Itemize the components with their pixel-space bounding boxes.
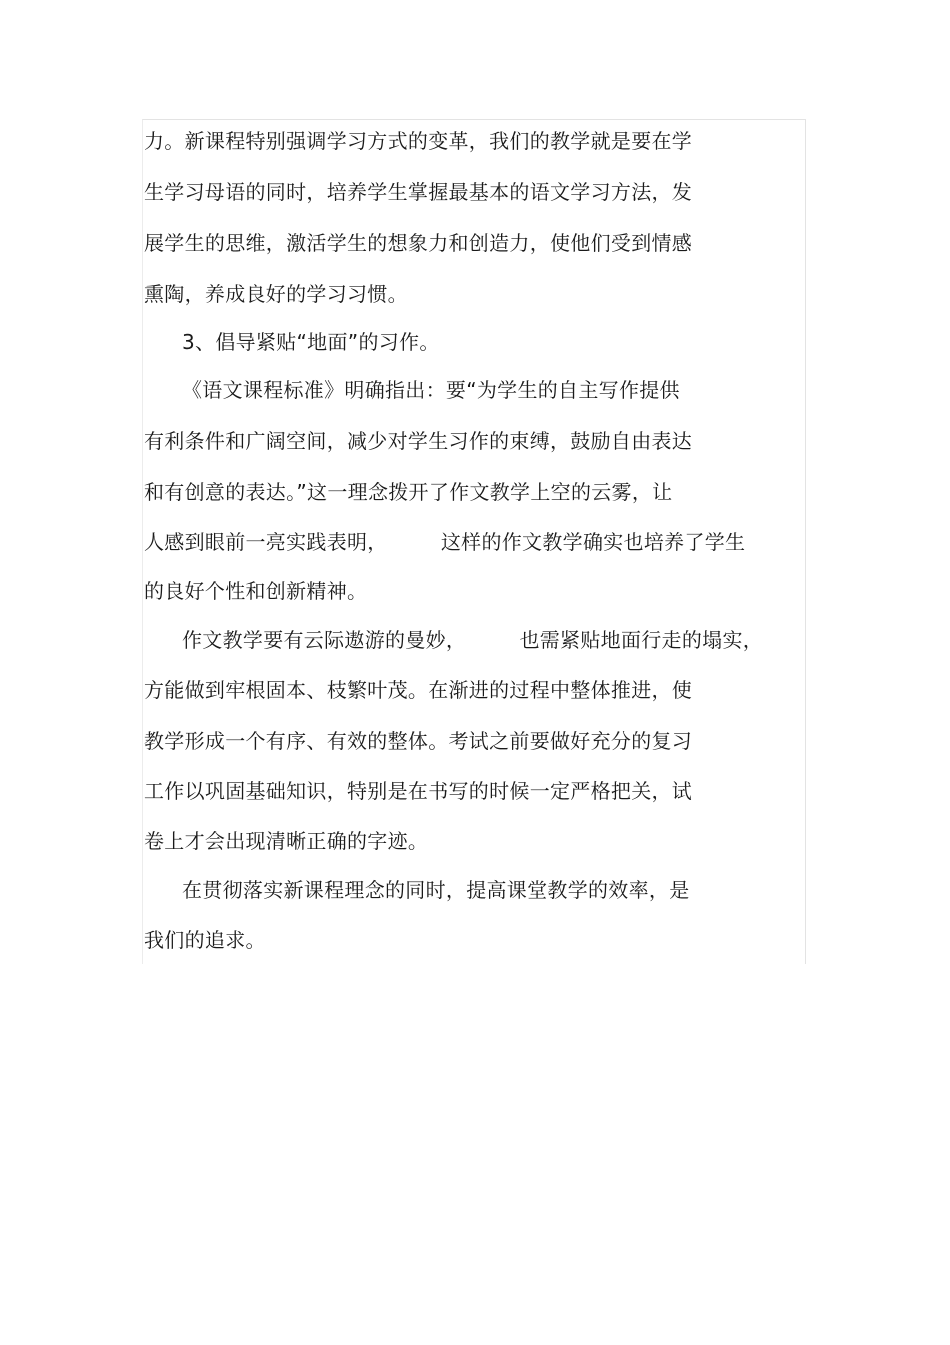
text-line: 人感到眼前一亮实践表明， 这样的作文教学确实也培养了学生 [144, 530, 746, 554]
text-line: 我们的追求。 [144, 928, 266, 952]
text-line: 《语文课程标准》明确指出：要“为学生的自主写作提供 [182, 378, 680, 402]
text-line: 工作以巩固基础知识，特别是在书写的时候一定严格把关，试 [144, 779, 693, 803]
text-line: 作文教学要有云际遨游的曼妙， 也需紧贴地面行走的塌实， [182, 628, 764, 652]
text-line: 方能做到牢根固本、枝繁叶茂。在渐进的过程中整体推进，使 [144, 678, 693, 702]
text-line: 卷上才会出现清晰正确的字迹。 [144, 829, 429, 853]
text-line: 在贯彻落实新课程理念的同时，提高课堂教学的效率，是 [182, 878, 690, 902]
section-heading: 3、倡导紧贴“地面”的习作。 [182, 330, 440, 354]
text-line: 生学习母语的同时，培养学生掌握最基本的语文学习方法，发 [144, 180, 693, 204]
text-line: 的良好个性和创新精神。 [144, 579, 368, 603]
text-line: 教学形成一个有序、有效的整体。考试之前要做好充分的复习 [144, 729, 693, 753]
text-line: 熏陶，养成良好的学习习惯。 [144, 282, 408, 306]
text-line: 展学生的思维，激活学生的想象力和创造力，使他们受到情感 [144, 231, 693, 255]
text-line: 有利条件和广阔空间，减少对学生习作的束缚，鼓励自由表达 [144, 429, 693, 453]
text-line: 力。新课程特别强调学习方式的变革，我们的教学就是要在学 [144, 129, 693, 153]
text-line: 和有创意的表达。”这一理念拨开了作文教学上空的云雾，让 [144, 480, 673, 504]
